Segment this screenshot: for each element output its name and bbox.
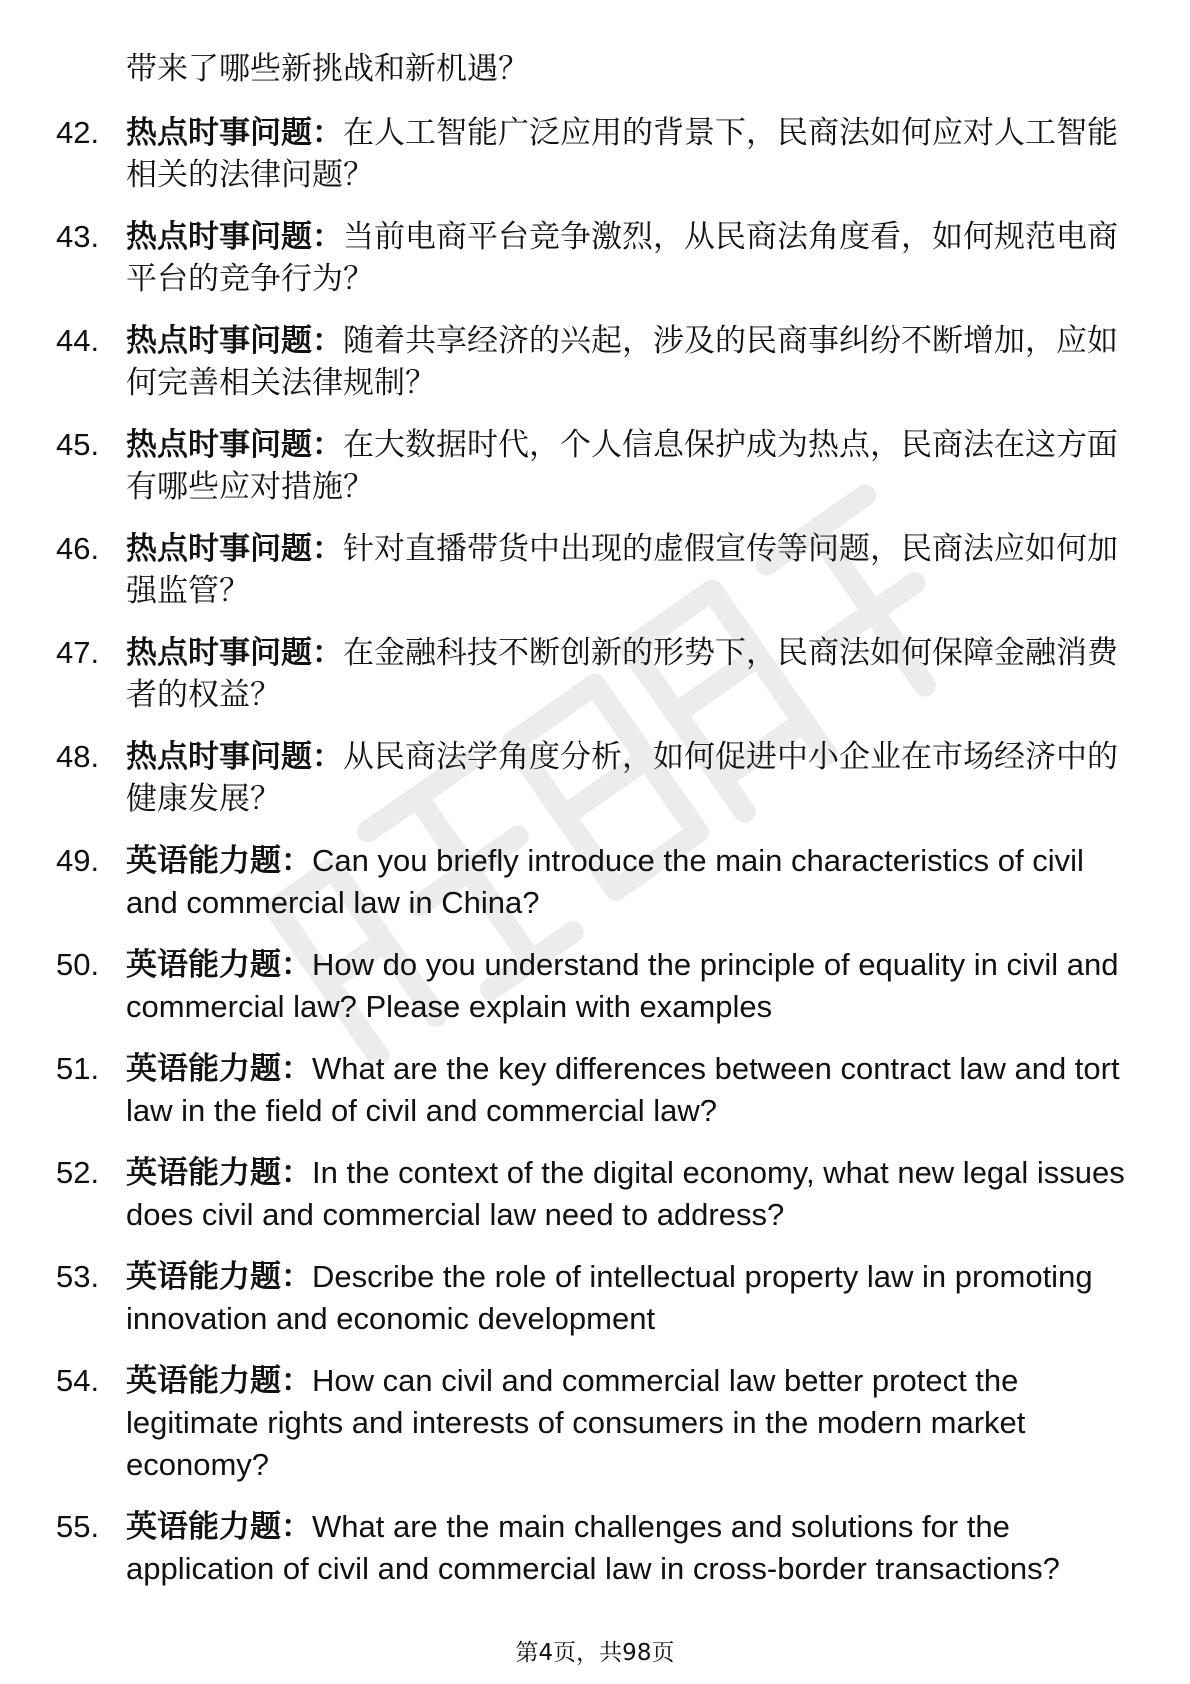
question-category: 英语能力题： bbox=[126, 1363, 312, 1399]
question-text: Can you briefly introduce the main characteristics of civil and commercial law in China? bbox=[126, 843, 1084, 920]
question-number: 42. bbox=[56, 115, 100, 150]
question-text: How can civil and commercial law better protect the legitimate rights and interests of consumers in the modern market economy? bbox=[126, 1363, 1026, 1482]
question-category: 热点时事问题： bbox=[126, 635, 343, 671]
question-item bbox=[0, 1360, 1190, 1486]
question-item bbox=[0, 112, 1190, 196]
question-category: 英语能力题： bbox=[126, 1051, 312, 1087]
question-item bbox=[0, 1506, 1190, 1590]
question-text: 当前电商平台竞争激烈，从民商法角度看，如何规范电商平台的竞争行为？ bbox=[126, 219, 1118, 297]
question-category: 英语能力题： bbox=[126, 1259, 312, 1295]
question-number: 49. bbox=[56, 843, 100, 878]
question-item bbox=[0, 320, 1190, 404]
question-number: 48. bbox=[56, 739, 100, 774]
question-item bbox=[0, 1048, 1190, 1132]
question-number: 53. bbox=[56, 1259, 100, 1294]
question-text: What are the main challenges and solutions for the application of civil and commercial law in cross-border transactions? bbox=[126, 1509, 1060, 1586]
question-category: 热点时事问题： bbox=[126, 739, 343, 775]
question-number: 52. bbox=[56, 1155, 100, 1190]
continuation-text: 带来了哪些新挑战和新机遇？ bbox=[126, 51, 529, 87]
question-category: 热点时事问题： bbox=[126, 323, 343, 359]
question-text: 在大数据时代，个人信息保护成为热点，民商法在这方面有哪些应对措施？ bbox=[126, 427, 1118, 505]
question-text: How do you understand the principle of equality in civil and commercial law? Please explain with examples bbox=[126, 947, 1119, 1024]
question-text: 在金融科技不断创新的形势下，民商法如何保障金融消费者的权益？ bbox=[126, 635, 1118, 713]
question-category: 热点时事问题： bbox=[126, 219, 343, 255]
question-number: 54. bbox=[56, 1363, 100, 1398]
question-number: 46. bbox=[56, 531, 100, 566]
question-item bbox=[0, 424, 1190, 508]
question-item bbox=[0, 1256, 1190, 1340]
question-number: 50. bbox=[56, 947, 100, 982]
question-text: 针对直播带货中出现的虚假宣传等问题，民商法应如何加强监管？ bbox=[126, 531, 1118, 609]
question-number: 55. bbox=[56, 1509, 100, 1544]
question-text: 在人工智能广泛应用的背景下，民商法如何应对人工智能相关的法律问题？ bbox=[126, 115, 1118, 193]
question-item bbox=[0, 840, 1190, 924]
question-number: 47. bbox=[56, 635, 100, 670]
question-text: 随着共享经济的兴起，涉及的民商事纠纷不断增加，应如何完善相关法律规制？ bbox=[126, 323, 1118, 401]
question-category: 英语能力题： bbox=[126, 1509, 312, 1545]
question-category: 英语能力题： bbox=[126, 947, 312, 983]
question-list bbox=[0, 112, 1190, 1610]
question-number: 45. bbox=[56, 427, 100, 462]
question-text: 从民商法学角度分析，如何促进中小企业在市场经济中的健康发展？ bbox=[126, 739, 1118, 817]
question-text: In the context of the digital economy, what new legal issues does civil and commercial law need to address? bbox=[126, 1155, 1125, 1232]
question-item bbox=[0, 736, 1190, 820]
question-number: 44. bbox=[56, 323, 100, 358]
question-category: 热点时事问题： bbox=[126, 427, 343, 463]
question-item bbox=[0, 632, 1190, 716]
question-item bbox=[0, 1152, 1190, 1236]
question-item bbox=[0, 528, 1190, 612]
question-category: 英语能力题： bbox=[126, 843, 312, 879]
question-number: 51. bbox=[56, 1051, 100, 1086]
question-number: 43. bbox=[56, 219, 100, 254]
question-category: 英语能力题： bbox=[126, 1155, 312, 1191]
question-item bbox=[0, 944, 1190, 1028]
question-text: What are the key differences between contract law and tort law in the field of civil and commercial law? bbox=[126, 1051, 1120, 1128]
question-item bbox=[0, 216, 1190, 300]
question-text: Describe the role of intellectual property law in promoting innovation and economic development bbox=[126, 1259, 1093, 1336]
question-category: 热点时事问题： bbox=[126, 531, 343, 567]
page-footer: 第4页，共98页 bbox=[515, 1640, 675, 1666]
question-category: 热点时事问题： bbox=[126, 115, 343, 151]
